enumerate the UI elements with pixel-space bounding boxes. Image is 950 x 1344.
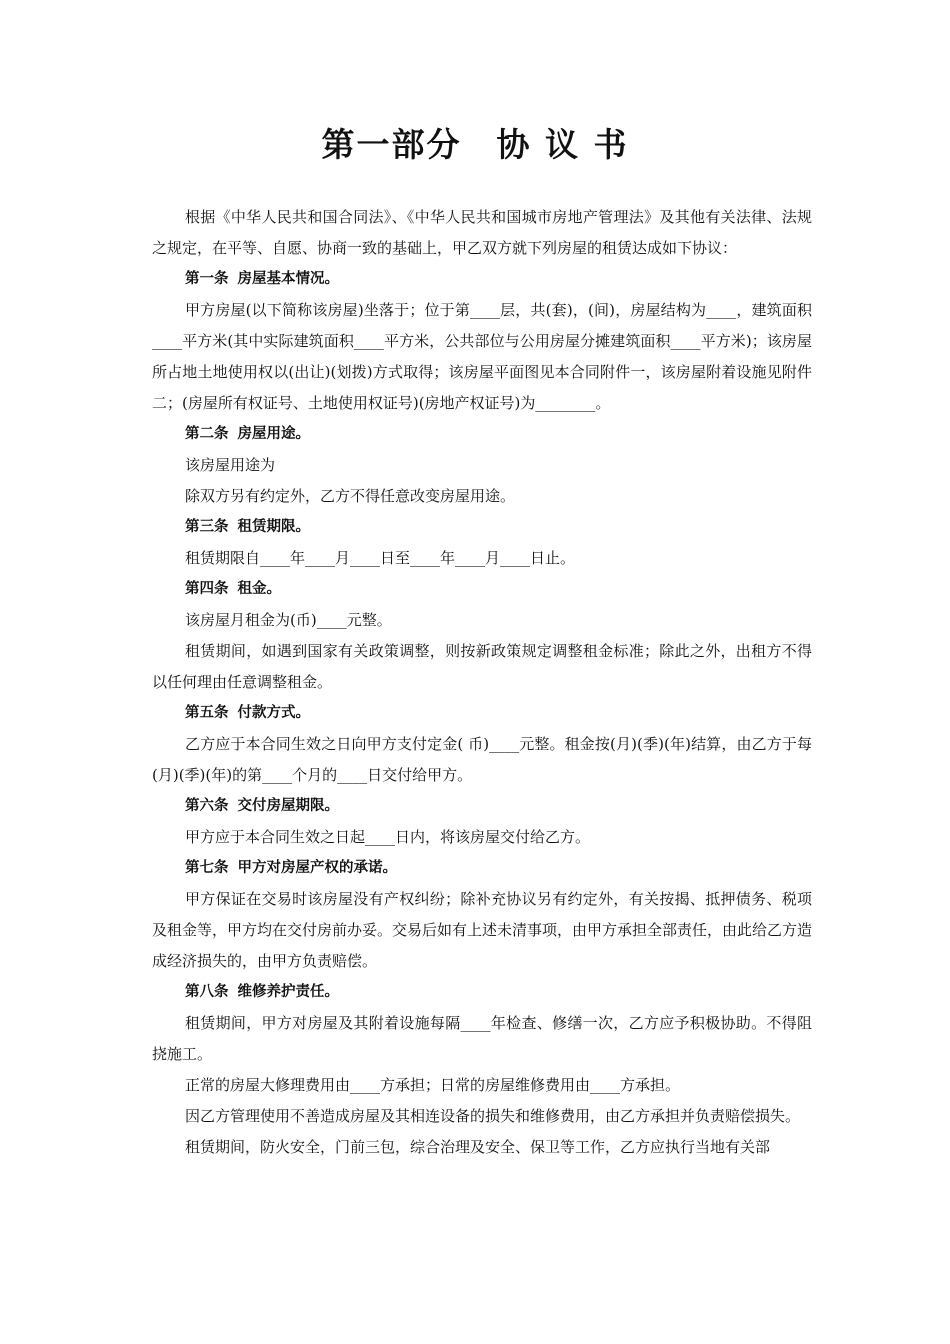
article-number: 第四条 (185, 581, 229, 597)
article-number: 第八条 (185, 984, 229, 1000)
paragraph: 租赁期间，如遇到国家有关政策调整，则按新政策规定调整租金标准；除此之外，出租方不得以任何理由任意调整租金。 (152, 642, 812, 691)
article-title: 维修养护责任。 (237, 984, 339, 1000)
article-title: 租金。 (237, 581, 281, 597)
article-title: 房屋基本情况。 (237, 271, 339, 287)
paragraph: 甲方房屋(以下简称该房屋)坐落于；位于第____层，共(套)，(间)，房屋结构为____，建筑面积____平方米(其中实际建筑面积____平方米，公共部位与公用房屋分摊建筑面积____平方米)；该房屋所占地土地使用权以(出让)(划拨)方式取得；该房屋平面图见本合同附件一，该房屋附着设施见附件二；(房屋所有权证号、土地使用权证号)(房地产权证号)为________。 (152, 301, 812, 412)
article-heading (152, 791, 812, 822)
article-title: 甲方对房屋产权的承诺。 (237, 860, 397, 876)
article-title: 交付房屋期限。 (237, 798, 339, 814)
paragraph: 除双方另有约定外，乙方不得任意改变房屋用途。 (185, 487, 516, 505)
paragraph: 乙方应于本合同生效之日向甲方支付定金( 币)____元整。租金按(月)(季)(年)结算，由乙方于每(月)(季)(年)的第____个月的____日交付给甲方。 (152, 735, 812, 784)
article-number: 第六条 (185, 798, 229, 814)
article-number: 第二条 (185, 426, 229, 442)
paragraph: 该房屋月租金为(币)____元整。 (185, 611, 392, 629)
article-heading (152, 264, 812, 295)
article-number: 第三条 (185, 519, 229, 535)
article-heading (152, 853, 812, 884)
article-title: 租赁期限。 (237, 519, 310, 535)
paragraph: 租赁期间，甲方对房屋及其附着设施每隔____年检查、修缮一次，乙方应予积极协助。不得阻挠施工。 (152, 1014, 812, 1063)
article-number: 第七条 (185, 860, 229, 876)
paragraph: 该房屋用途为 (185, 456, 276, 474)
article-heading (152, 698, 812, 729)
paragraph: 甲方应于本合同生效之日起____日内，将该房屋交付给乙方。 (185, 828, 591, 846)
article-title: 付款方式。 (237, 705, 310, 721)
article-heading (152, 977, 812, 1008)
document-body (152, 202, 812, 1163)
paragraph: 甲方保证在交易时该房屋没有产权纠纷；除补充协议另有约定外，有关按揭、抵押债务、税项及租金等，甲方均在交付房前办妥。交易后如有上述未清事项，由甲方承担全部责任，由此给乙方造成经济损失的，由甲方负责赔偿。 (152, 890, 813, 970)
article-heading (152, 419, 812, 450)
article-title: 房屋用途。 (237, 426, 310, 442)
paragraph: 因乙方管理使用不善造成房屋及其相连设备的损失和维修费用，由乙方承担并负责赔偿损失。 (185, 1107, 801, 1125)
article-number: 第一条 (185, 271, 229, 287)
article-heading (152, 574, 812, 605)
paragraph: 租赁期限自____年____月____日至____年____月____日止。 (185, 549, 576, 567)
article-number: 第五条 (185, 705, 229, 721)
paragraph: 正常的房屋大修理费用由____方承担；日常的房屋维修费用由____方承担。 (185, 1076, 681, 1094)
document-title: 第一部分 协 议 书 (321, 125, 629, 164)
paragraph: 租赁期间，防火安全，门前三包，综合治理及安全、保卫等工作，乙方应执行当地有关部 (185, 1138, 771, 1156)
paragraph: 根据《中华人民共和国合同法》、《中华人民共和国城市房地产管理法》及其他有关法律、法规之规定，在平等、自愿、协商一致的基础上，甲乙双方就下列房屋的租赁达成如下协议： (152, 208, 812, 257)
article-heading (152, 512, 812, 543)
